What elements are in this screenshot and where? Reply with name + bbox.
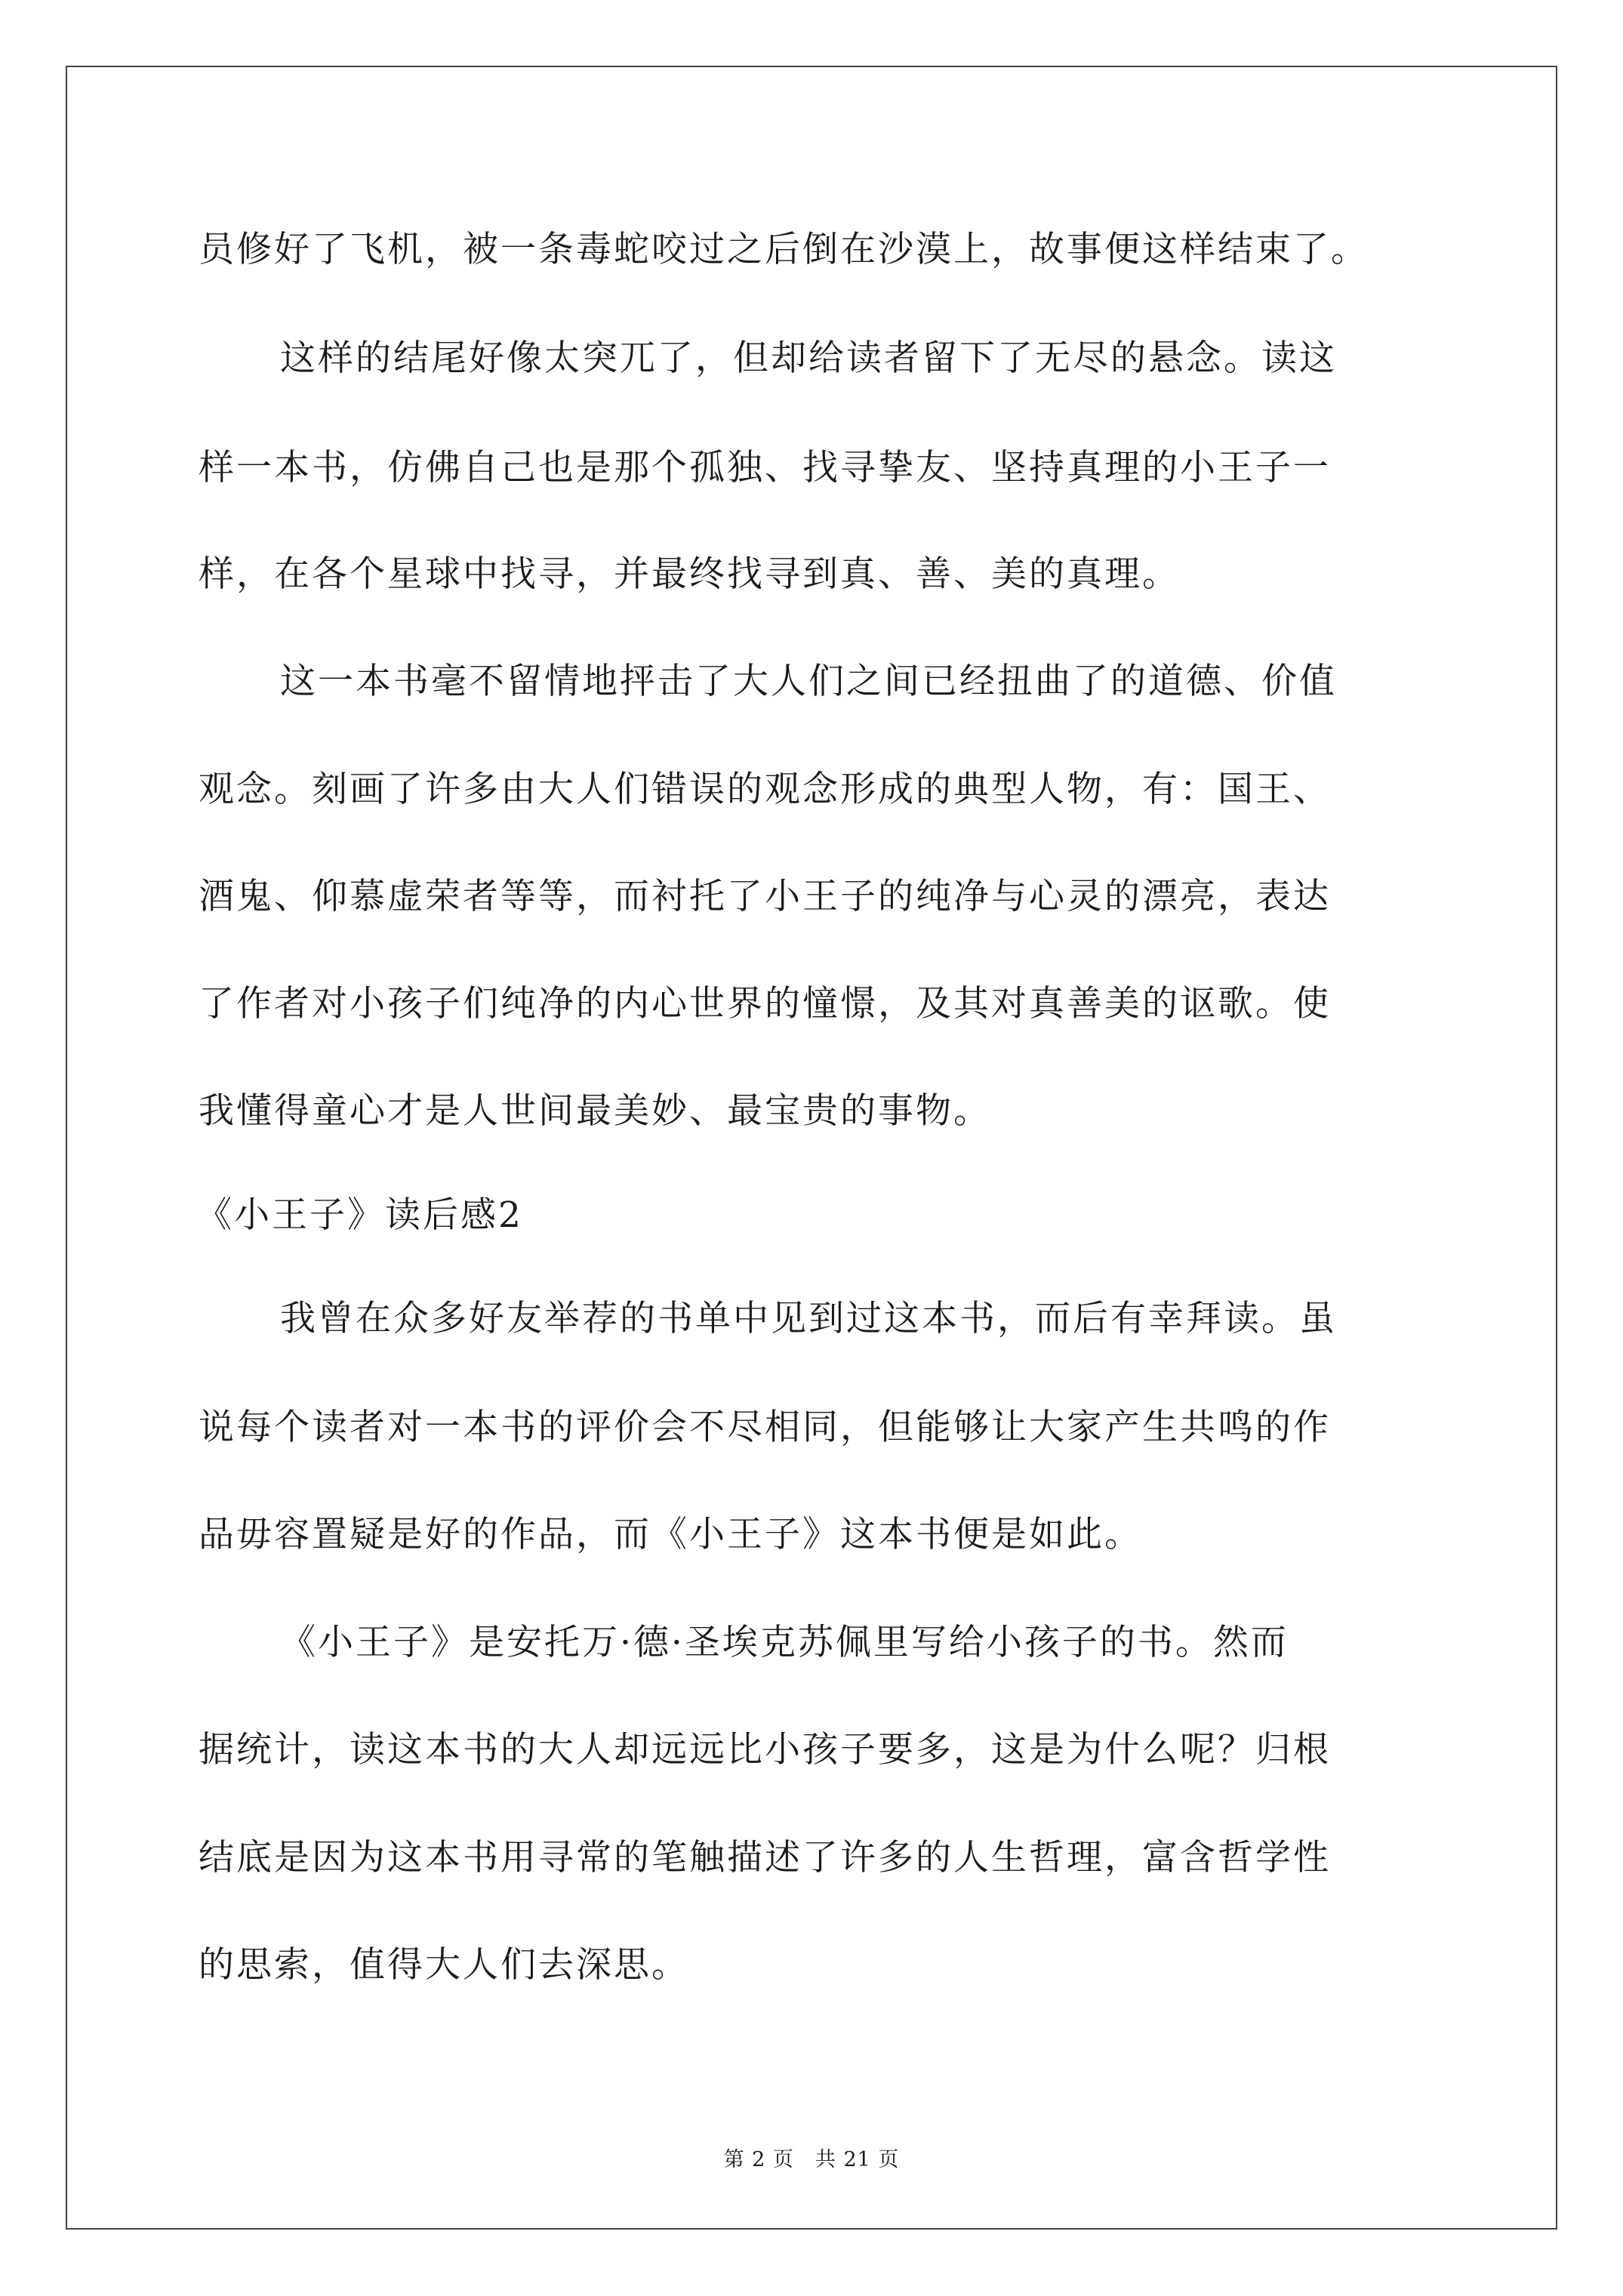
paragraph-line: 酒鬼、仰慕虚荣者等等，而衬托了小王子的纯净与心灵的漂亮，表达 bbox=[199, 876, 1331, 917]
paragraph-line: 这样的结尾好像太突兀了，但却给读者留下了无尽的悬念。读这 bbox=[280, 337, 1337, 379]
paragraph-line: 我曾在众多好友举荐的书单中见到过这本书，而后有幸拜读。虽 bbox=[280, 1298, 1337, 1339]
paragraph-line: 说每个读者对一本书的评价会不尽相同，但能够让大家产生共鸣的作 bbox=[199, 1407, 1331, 1448]
paragraph-line: 样一本书，仿佛自己也是那个孤独、找寻挚友、坚持真理的小王子一 bbox=[199, 447, 1331, 488]
paragraph-line: 据统计，读这本书的大人却远远比小孩子要多，这是为什么呢？归根 bbox=[199, 1729, 1331, 1771]
paragraph-line: 样，在各个星球中找寻，并最终找寻到真、善、美的真理。 bbox=[199, 553, 1180, 595]
paragraph-line: 了作者对小孩子们纯净的内心世界的憧憬，及其对真善美的讴歌。使 bbox=[199, 983, 1331, 1025]
page-border bbox=[66, 66, 1557, 2230]
paragraph-line: 这一本书毫不留情地抨击了大人们之间已经扭曲了的道德、价值 bbox=[280, 661, 1337, 702]
paragraph-line: 观念。刻画了许多由大人们错误的观念形成的典型人物，有：国王、 bbox=[199, 769, 1331, 810]
paragraph-line: 结底是因为这本书用寻常的笔触描述了许多的人生哲理，富含哲学性 bbox=[199, 1837, 1331, 1878]
paragraph-line: 的思索，值得大人们去深思。 bbox=[199, 1944, 689, 1986]
section-heading: 《小王子》读后感2 bbox=[196, 1194, 523, 1236]
paragraph-line: 我懂得童心才是人世间最美妙、最宝贵的事物。 bbox=[199, 1090, 991, 1132]
paragraph-line: 员修好了飞机，被一条毒蛇咬过之后倒在沙漠上，故事便这样结束了。 bbox=[199, 229, 1369, 270]
page-number-footer: 第 2 页 共 21 页 bbox=[723, 2148, 900, 2171]
paragraph-line: 《小王子》是安托万·德·圣埃克苏佩里写给小孩子的书。然而 bbox=[280, 1622, 1289, 1663]
paragraph-line: 品毋容置疑是好的作品，而《小王子》这本书便是如此。 bbox=[199, 1514, 1142, 1555]
